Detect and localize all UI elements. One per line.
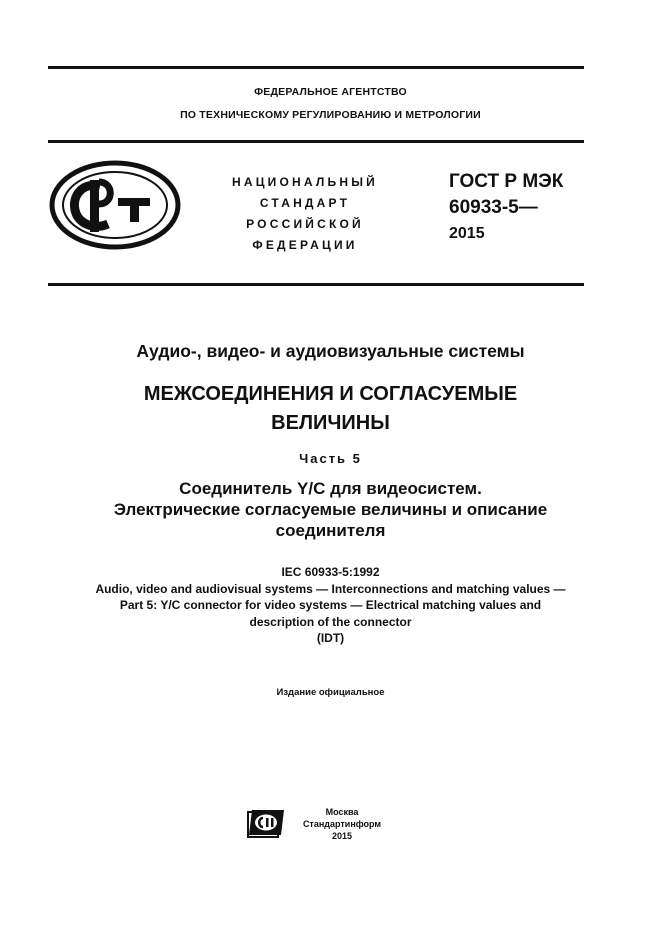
iec-line-3: Part 5: Y/C connector for video systems — Electrical matching values and [119,598,542,612]
subtitle-line-1: Соединитель Y/C для видеосистем. [179,479,482,498]
part-label: Часть 5 [299,451,362,466]
edition-label: Издание официальное [276,687,385,698]
iec-line-4: description of the connector [249,614,412,629]
rst-logo-icon [48,160,182,250]
national-line-1: НАЦИОНАЛЬНЫЙ [231,175,379,189]
publisher-logo-icon [247,809,285,839]
gost-designation [449,169,563,247]
agency-rule [48,140,584,143]
title-main-line-a: МЕЖСОЕДИНЕНИЯ И СОГЛАСУЕМЫЕ [143,383,518,405]
publisher-info [298,806,386,842]
agency-line-1: ФЕДЕРАЛЬНОЕ АГЕНТСТВО [254,86,407,98]
gost-line-1: ГОСТ Р МЭК [449,171,564,192]
iec-line-5: (IDT) [316,631,345,645]
national-line-2: СТАНДАРТ [259,196,351,210]
gost-line-2: 60933-5— [449,197,538,218]
national-line-3: РОССИЙСКОЙ [246,217,364,231]
iec-line-2: Audio, video and audiovisual systems — Interconnections and matching values — [95,581,566,596]
iec-line-1: IEC 60933-5:1992 [281,565,380,579]
gost-year: 2015 [449,225,485,242]
national-standard-label [205,172,405,256]
top-rule [48,66,584,69]
agency-line-2: ПО ТЕХНИЧЕСКОМУ РЕГУЛИРОВАНИЮ И МЕТРОЛОГИИ [180,109,481,121]
title-line-1: Аудио-, видео- и аудиовизуальные системы [136,341,525,361]
national-line-4: ФЕДЕРАЦИИ [252,238,358,252]
header-bottom-rule [48,283,584,286]
title-main-line-b: ВЕЛИЧИНЫ [271,412,390,434]
publisher-city: Москва [325,807,359,817]
subtitle-block [0,478,661,541]
subtitle-line-2: Электрические согласуемые величины и описание [113,500,548,519]
publisher-year: 2015 [331,831,353,841]
iec-block [0,564,661,647]
publisher-name: Стандартинформ [302,819,382,829]
subtitle-line-3: соединителя [275,521,386,540]
